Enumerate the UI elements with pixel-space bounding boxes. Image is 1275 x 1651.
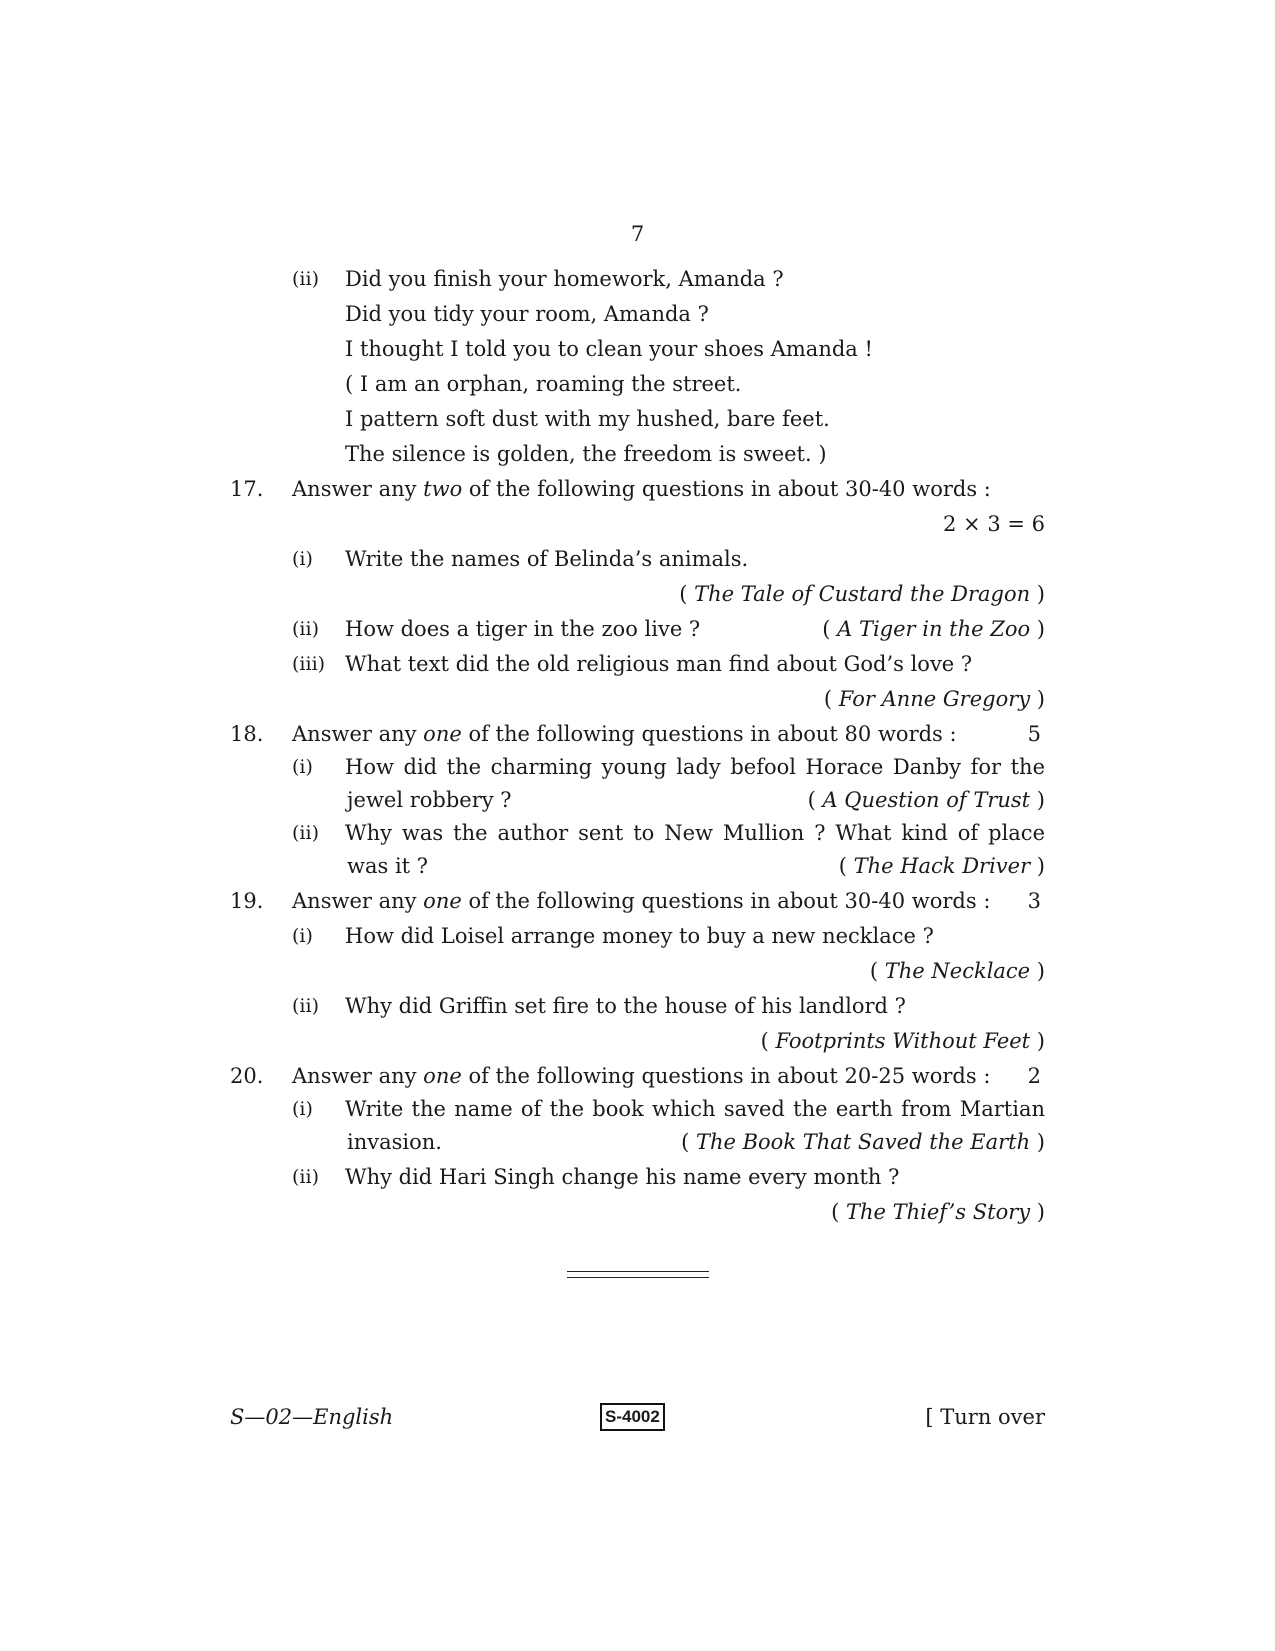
marks: 2: [1027, 1064, 1041, 1088]
question-instruction: Answer any one of the following questions in about 80 words :: [292, 722, 957, 746]
question-17-item-1: [230, 542, 1045, 577]
item-text: How does a tiger in the zoo live ?: [345, 617, 701, 641]
source-row: [230, 1024, 1045, 1059]
source-reference: ( The Tale of Custard the Dragon ): [679, 582, 1045, 606]
question-20-item-1: [230, 1094, 1045, 1125]
item-label: (i): [292, 925, 313, 947]
poem-line: [230, 262, 1045, 297]
item-label: (i): [292, 548, 313, 570]
source-row: [230, 577, 1045, 612]
item-label: (i): [292, 1098, 313, 1120]
question-18-stem: [230, 717, 1045, 752]
item-label: (ii): [292, 618, 319, 640]
source-reference: ( Footprints Without Feet ): [760, 1029, 1045, 1053]
question-19-stem: [230, 884, 1045, 919]
poem-line: [230, 437, 1045, 472]
item-continuation: [230, 783, 1045, 818]
item-continuation: [230, 1125, 1045, 1160]
question-instruction: Answer any two of the following questions in about 30-40 words :: [292, 477, 991, 501]
source-reference: ( A Tiger in the Zoo ): [822, 617, 1045, 641]
item-text: invasion.: [347, 1130, 442, 1154]
question-18-item-2: [230, 818, 1045, 849]
question-19-item-2: [230, 989, 1045, 1024]
page-number: 7: [630, 222, 645, 246]
question-number: 17.: [230, 477, 264, 501]
poem-line: [230, 367, 1045, 402]
item-label: (ii): [292, 268, 319, 290]
poem-line: [230, 332, 1045, 367]
source-reference: ( The Hack Driver ): [838, 854, 1045, 878]
question-content: [230, 262, 1045, 1230]
poem-text: I pattern soft dust with my hushed, bare feet.: [345, 407, 830, 431]
source-reference: ( The Necklace ): [869, 959, 1045, 983]
question-instruction: Answer any one of the following questions in about 20-25 words :: [292, 1064, 991, 1088]
poem-text: ( I am an orphan, roaming the street.: [345, 372, 742, 396]
footer-paper-code: S-4002: [600, 1403, 665, 1431]
footer-subject-code: S—02—English: [230, 1405, 394, 1429]
poem-text: The silence is golden, the freedom is sweet. ): [345, 442, 827, 466]
poem-text: Did you tidy your room, Amanda ?: [345, 302, 709, 326]
item-text: Write the names of Belinda’s animals.: [345, 547, 749, 571]
item-text: Write the name of the book which saved the earth from Martian: [345, 1097, 1045, 1121]
question-17-item-3: [230, 647, 1045, 682]
question-17-marks-row: [230, 507, 1045, 542]
item-text: Why was the author sent to New Mullion ? What kind of place: [345, 821, 1045, 845]
poem-text: Did you finish your homework, Amanda ?: [345, 267, 784, 291]
item-label: (ii): [292, 1166, 319, 1188]
item-label: (ii): [292, 995, 319, 1017]
item-text: How did Loisel arrange money to buy a new necklace ?: [345, 924, 934, 948]
turn-over-note: [ Turn over: [925, 1405, 1045, 1429]
question-20-item-2: [230, 1160, 1045, 1195]
source-reference: ( The Thief’s Story ): [831, 1200, 1045, 1224]
marks: 3: [1027, 889, 1041, 913]
source-reference: ( The Book That Saved the Earth ): [681, 1130, 1045, 1154]
question-17-item-2: [230, 612, 1045, 647]
question-number: 20.: [230, 1064, 264, 1088]
item-label: (ii): [292, 822, 319, 844]
page-footer: [230, 1400, 1045, 1434]
poem-line: [230, 402, 1045, 437]
item-continuation: [230, 849, 1045, 884]
question-19-item-1: [230, 919, 1045, 954]
poem-line: [230, 297, 1045, 332]
source-row: [230, 1195, 1045, 1230]
item-label: (iii): [292, 653, 326, 675]
item-text: Why did Hari Singh change his name every month ?: [345, 1165, 900, 1189]
question-number: 18.: [230, 722, 264, 746]
source-reference: ( For Anne Gregory ): [823, 687, 1045, 711]
item-text: How did the charming young lady befool Horace Danby for the: [345, 755, 1045, 779]
marks: 2 × 3 = 6: [943, 512, 1045, 536]
question-17-stem: [230, 472, 1045, 507]
poem-text: I thought I told you to clean your shoes Amanda !: [345, 337, 873, 361]
source-row: [230, 954, 1045, 989]
question-20-stem: [230, 1059, 1045, 1094]
question-18-item-1: [230, 752, 1045, 783]
marks: 5: [1027, 722, 1041, 746]
item-text: Why did Griffin set fire to the house of his landlord ?: [345, 994, 906, 1018]
question-number: 19.: [230, 889, 264, 913]
item-text: jewel robbery ?: [347, 788, 512, 812]
item-label: (i): [292, 756, 313, 778]
source-reference: ( A Question of Trust ): [807, 788, 1045, 812]
question-instruction: Answer any one of the following questions in about 30-40 words :: [292, 889, 991, 913]
item-text: was it ?: [347, 854, 429, 878]
end-rule-divider: [567, 1271, 709, 1278]
item-text: What text did the old religious man find about God’s love ?: [345, 652, 973, 676]
source-row: [230, 682, 1045, 717]
